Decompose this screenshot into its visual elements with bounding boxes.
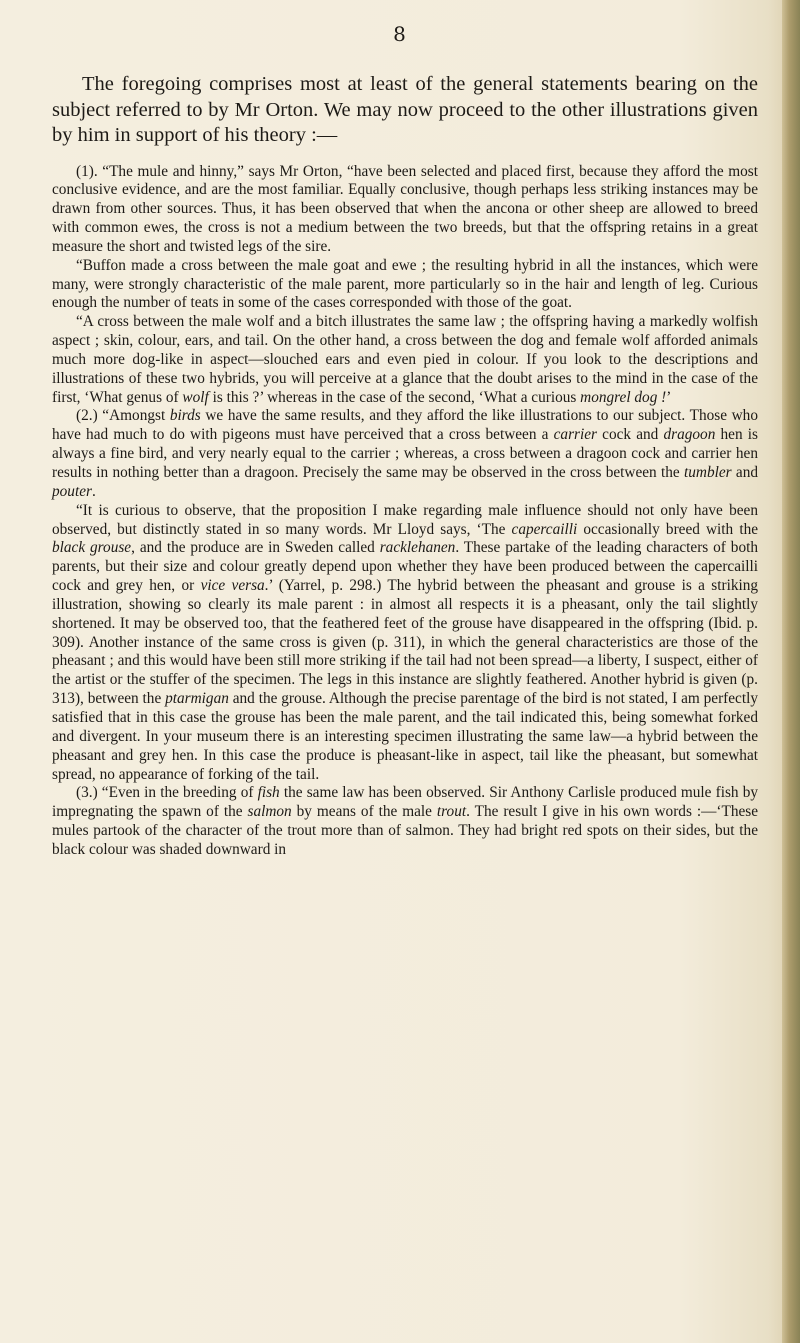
text-run: occasionally breed with the bbox=[577, 520, 759, 538]
text-run: (3.) “Even in the breeding of bbox=[76, 784, 258, 802]
text-run: and the grouse. Although the precise parentage of the bird is not stated, I am perfectly satisfied that in this case the grouse has been the male parent, and the tail indicated this, being somewhat forked and divergent. In your museum there is an interesting specimen illustrating the same law—a hybrid between the pheasant and grey hen. In this case the produce is pheasant-like in aspect, tail like the pheasant, but somewhat spread, no appearance of forking of the tail. bbox=[52, 690, 758, 783]
body-paragraph bbox=[52, 407, 758, 501]
text-run: “It is curious to observe, that the proposition I make regarding male influence should not only have been observed, but distinctly stated in so many words. Mr Lloyd says, ‘The bbox=[52, 501, 758, 538]
italic-text: racklehanen bbox=[379, 539, 456, 557]
text-run: ’ bbox=[666, 388, 672, 406]
italic-text: black grouse bbox=[52, 539, 132, 557]
italic-text: fish bbox=[257, 784, 280, 802]
page-edge-shadow bbox=[782, 0, 800, 1343]
italic-text: tumbler bbox=[684, 464, 732, 481]
text-run: is this ?’ whereas in the case of the second, ‘What a curious bbox=[208, 388, 581, 406]
italic-text: dragoon bbox=[663, 426, 716, 444]
text-run: cock and bbox=[596, 426, 664, 444]
text-run: (2.) “Amongst bbox=[76, 407, 170, 425]
text-run: (1). “The mule and hinny,” says Mr Orton, “have been selected and placed first, because they afford the most conclusive evidence, and are the most familiar. Equally conclusive, though perhaps less striking instances may be drawn from other sources. Thus, it has been observed that when the ancona or other sheep are allowed to breed with common ewes, the cross is not a medium between the two breeds, but that the offspring retains in a great measure the short and twisted legs of the sire. bbox=[52, 162, 758, 255]
italic-text: vice versa bbox=[200, 577, 265, 595]
text-run: .’ (Yarrel, p. 298.) The hybrid between the pheasant and grouse is a striking illustration, showing so clearly its male parent : in almost all respects it is a pheasant, only the tail slightly shortened. It may be observed too, that the feathered feet of the grouse have disappeared in the offspring (Ibid. p. 309). Another instance of the same cross is given (p. 311), in which the general characteristics are those of the pheasant ; and this would have been still more striking if the tail had not been spread—a liberty, I suspect, either of the artist or the stuffer of the specimen. The legs in this instance are slightly feathered. Another hybrid is given (p. 313), between the bbox=[52, 577, 759, 708]
italic-text: trout bbox=[436, 803, 467, 821]
text-run: . The result I give in his own words :—‘These mules partook of the character of the trout more than of salmon. They had bright red spots on their sides, but the black colour was shaded downward in bbox=[52, 803, 759, 858]
body-paragraph bbox=[52, 313, 758, 407]
italic-text: mongrel dog ! bbox=[580, 388, 667, 406]
text-run: , and the produce are in Sweden called bbox=[131, 539, 380, 557]
body-paragraph bbox=[52, 257, 758, 314]
intro-paragraph: The foregoing comprises most at least of the general statements bearing on the subject referred to by Mr Orton. We may now proceed to the other illustrations given by him in support of his theory :— bbox=[52, 73, 758, 146]
text-run: and bbox=[731, 464, 758, 481]
italic-text: ptarmigan bbox=[165, 690, 229, 708]
text-run: hen is always a fine bird, and very nearly equal to the carrier ; whereas, a cross between a dragoon cock and carrier hen results in nothing better than a dragoon. Precisely the same may be observed in the cross between the bbox=[52, 426, 758, 481]
text-run: by means of the male bbox=[291, 803, 437, 821]
page-number: 8 bbox=[393, 22, 407, 46]
text-run: the same law has been observed. Sir Anthony Carlisle produced mule fish by impregnating the spawn of the bbox=[52, 784, 758, 821]
text-body bbox=[52, 72, 758, 860]
italic-text: birds bbox=[169, 407, 201, 425]
text-run: we have the same results, and they afford the like illustrations to our subject. Those who have had much to do with pigeons must have perceived that a cross between a bbox=[52, 407, 758, 444]
italic-text: carrier bbox=[553, 426, 597, 444]
italic-text: pouter bbox=[52, 482, 92, 500]
body-paragraph bbox=[52, 502, 758, 785]
text-run: “A cross between the male wolf and a bitch illustrates the same law ; the offspring having a markedly wolfish aspect ; skin, colour, ears, and tail. On the other hand, a cross between the dog and female wolf afforded animals much more dog-like in aspect—slouched ears and even pied in colour. If you look to the descriptions and illustrations of these two hybrids, you will perceive at a glance that the doubt arises to the mind in the case of the first, ‘What genus of bbox=[52, 313, 758, 406]
body-paragraph bbox=[52, 784, 758, 859]
italic-text: salmon bbox=[247, 803, 292, 821]
text-run: “Buffon made a cross between the male goat and ewe ; the resulting hybrid in all the instances, which were many, were strongly characteristic of the male parent, more particularly so in the hair and length of leg. Curious enough the number of teats in some of the cases corresponded with those of the goat. bbox=[52, 256, 758, 312]
text-run: . bbox=[91, 482, 96, 500]
text-run: . These partake of the leading characters of both parents, but their size and colour greatly depend upon whether they have been produced between the capercailli cock and grey hen, or bbox=[52, 539, 759, 595]
italic-text: wolf bbox=[182, 388, 209, 406]
body-paragraph bbox=[52, 163, 758, 257]
paragraph-list bbox=[52, 163, 758, 860]
italic-text: capercailli bbox=[511, 520, 578, 538]
